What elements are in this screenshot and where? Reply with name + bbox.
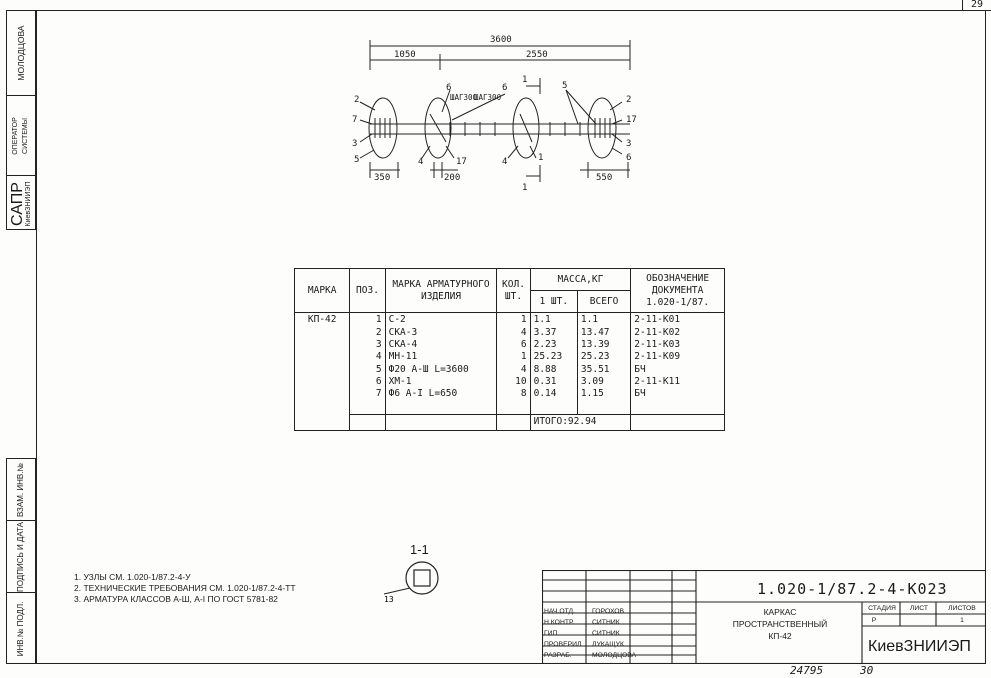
table-cell: 3.09 [580, 375, 604, 387]
pos-label: 4 [418, 157, 424, 167]
table-cell: 8 [520, 388, 527, 400]
stage-label: СТАДИЯ [868, 605, 896, 612]
table-cell: 4 [520, 363, 527, 375]
pos-label: 6 [626, 153, 632, 163]
table-cell: 4 [375, 351, 382, 363]
stamp-title: КАРКАС ПРОСТРАНСТВЕННЫЙ КП-42 [732, 607, 828, 641]
col-product [385, 313, 497, 415]
header-mass: МАССА,КГ [530, 269, 631, 291]
step-label-2: ШАГ300 [474, 93, 502, 102]
header-doc: ОБОЗНАЧЕНИЕ ДОКУМЕНТА 1.020-1/87. [631, 269, 725, 313]
pos-label: 3 [352, 139, 358, 149]
pos-label: 4 [502, 157, 508, 167]
header-mass-one: 1 ШТ. [530, 291, 577, 313]
header-mark: МАРКА [295, 269, 350, 313]
header-mass-all: ВСЕГО [577, 291, 630, 313]
table-cell: 1.15 [580, 388, 604, 400]
table-cell: 0.14 [533, 388, 557, 400]
table-cell: 2-11-К03 [634, 339, 681, 351]
table-cell: Ф20 А-Ш L=3600 [388, 363, 469, 375]
names-column: ГОРОХОВ СИТНИК СИТНИК ЛУКАЩУК МОЛОДЦОВА [592, 608, 637, 659]
operator-label: ОПЕРАТОР СИСТЕМЫ [12, 116, 29, 155]
podpis-label: ПОДПИСЬ И ДАТА [16, 521, 25, 592]
notes-block [74, 572, 296, 605]
header-product: МАРКА АРМАТУРНОГО ИЗДЕЛИЯ [385, 269, 497, 313]
mark-value: КП-42 [295, 313, 350, 431]
dim-200: 200 [444, 173, 461, 183]
note-item: 2. ТЕХНИЧЕСКИЕ ТРЕБОВАНИЯ СМ. 1.020-1/87.2-4-ТТ [74, 583, 296, 593]
table-cell: БЧ [634, 363, 646, 375]
col-all [577, 313, 630, 415]
cage-drawing [330, 30, 660, 200]
table-cell: 1 [520, 314, 527, 326]
table-cell: 35.51 [580, 363, 610, 375]
table-cell: 3 [375, 339, 382, 351]
document-number: 1.020-1/87.2-4-К023 [757, 580, 948, 598]
table-cell: 2 [375, 326, 382, 338]
header-qty: КОЛ. ШТ. [497, 269, 530, 313]
dim-350: 350 [374, 173, 391, 183]
total-mass: ИТОГО:92.94 [530, 415, 631, 431]
table-cell: МН-11 [388, 351, 418, 363]
author-name: МОЛОДЦОВА [16, 25, 26, 81]
table-cell: 1 [375, 314, 382, 326]
table-cell: СКА-3 [388, 326, 418, 338]
side-strip-bottom [6, 458, 36, 664]
roles-column: НАЧ.ОТД. Н.КОНТР. ГИП ПРОВЕРИЛ РАЗРАБ. [544, 608, 582, 659]
table-cell: 7 [375, 388, 382, 400]
table-cell: 2-11-К02 [634, 326, 681, 338]
table-cell: 13.47 [580, 326, 610, 338]
table-cell: ХМ-1 [388, 375, 412, 387]
table-cell: Ф6 А-I L=650 [388, 388, 458, 400]
pos-label: 17 [626, 115, 637, 125]
col-qty [497, 313, 530, 415]
pos-label: 7 [352, 115, 358, 125]
table-cell: 1.1 [533, 314, 551, 326]
archive-number: 24795 [790, 664, 824, 677]
table-cell: СКА-4 [388, 339, 418, 351]
pos-label: 6 [446, 83, 452, 93]
table-cell: 3.37 [533, 326, 557, 338]
pos-label: 5 [562, 81, 568, 91]
dim-total: 3600 [490, 35, 512, 45]
table-cell: 25.23 [580, 351, 610, 363]
pos-label: 3 [626, 139, 632, 149]
pos-label: 2 [354, 95, 360, 105]
table-cell: 2-11-К01 [634, 314, 681, 326]
table-cell: 10 [515, 375, 527, 387]
dim-left: 1050 [394, 50, 416, 60]
sapr-logo: САПР [9, 181, 27, 226]
table-cell: 25.23 [533, 351, 563, 363]
table-cell: 0.31 [533, 375, 557, 387]
sheet-corner-number: 29 [962, 0, 991, 11]
specification-table [294, 268, 725, 431]
section-label: 1-1 [410, 542, 429, 557]
sheet-label: ЛИСТ [909, 605, 929, 612]
side-strip-top [6, 10, 36, 230]
pos-label: 5 [354, 155, 360, 165]
sapr-org: КиевЗНИИЭП [25, 180, 33, 227]
table-cell: 1.1 [580, 314, 599, 326]
header-pos: ПОЗ. [350, 269, 385, 313]
dim-550: 550 [596, 173, 613, 183]
table-cell: 6 [375, 375, 382, 387]
pos-label: 6 [502, 83, 508, 93]
table-cell: БЧ [634, 388, 646, 400]
section-drawing [380, 558, 440, 604]
stage-value: Р [871, 617, 877, 624]
inv-label: ИНВ.№ ПОДЛ. [16, 601, 25, 657]
pos-label: 1 [538, 153, 544, 163]
step-label-1: ШАГ300 [450, 93, 478, 102]
organization-name: КиевЗНИИЭП [868, 638, 971, 655]
dim-right: 2550 [526, 50, 548, 60]
table-cell: 5 [375, 363, 382, 375]
table-cell: 13.39 [580, 339, 610, 351]
sheets-label: ЛИСТОВ [948, 605, 976, 612]
table-cell: 4 [520, 326, 527, 338]
note-item: 1. УЗЛЫ СМ. 1.020-1/87.2-4-У [74, 572, 191, 582]
table-cell: 2-11-К09 [634, 351, 681, 363]
table-cell: 2.23 [533, 339, 557, 351]
col-one [530, 313, 577, 415]
table-cell: 1 [520, 351, 527, 363]
pos-label: 17 [456, 157, 467, 167]
table-cell: 8.88 [533, 363, 557, 375]
pos-label: 1 [522, 183, 528, 193]
section-callout: 13 [384, 595, 394, 604]
col-pos [350, 313, 385, 415]
pos-label: 1 [522, 75, 528, 85]
table-cell: 6 [520, 339, 527, 351]
sheets-value: 1 [960, 617, 964, 624]
table-cell: С-2 [388, 314, 406, 326]
table-cell: 2-11-К11 [634, 375, 681, 387]
col-doc [631, 313, 725, 415]
page-number: 30 [860, 664, 874, 677]
pos-label: 2 [626, 95, 632, 105]
vzam-label: ВЗАМ. ИНВ.№ [16, 462, 25, 517]
note-item: 3. АРМАТУРА КЛАССОВ А-Ш, А-I ПО ГОСТ 5781-82 [74, 594, 278, 604]
